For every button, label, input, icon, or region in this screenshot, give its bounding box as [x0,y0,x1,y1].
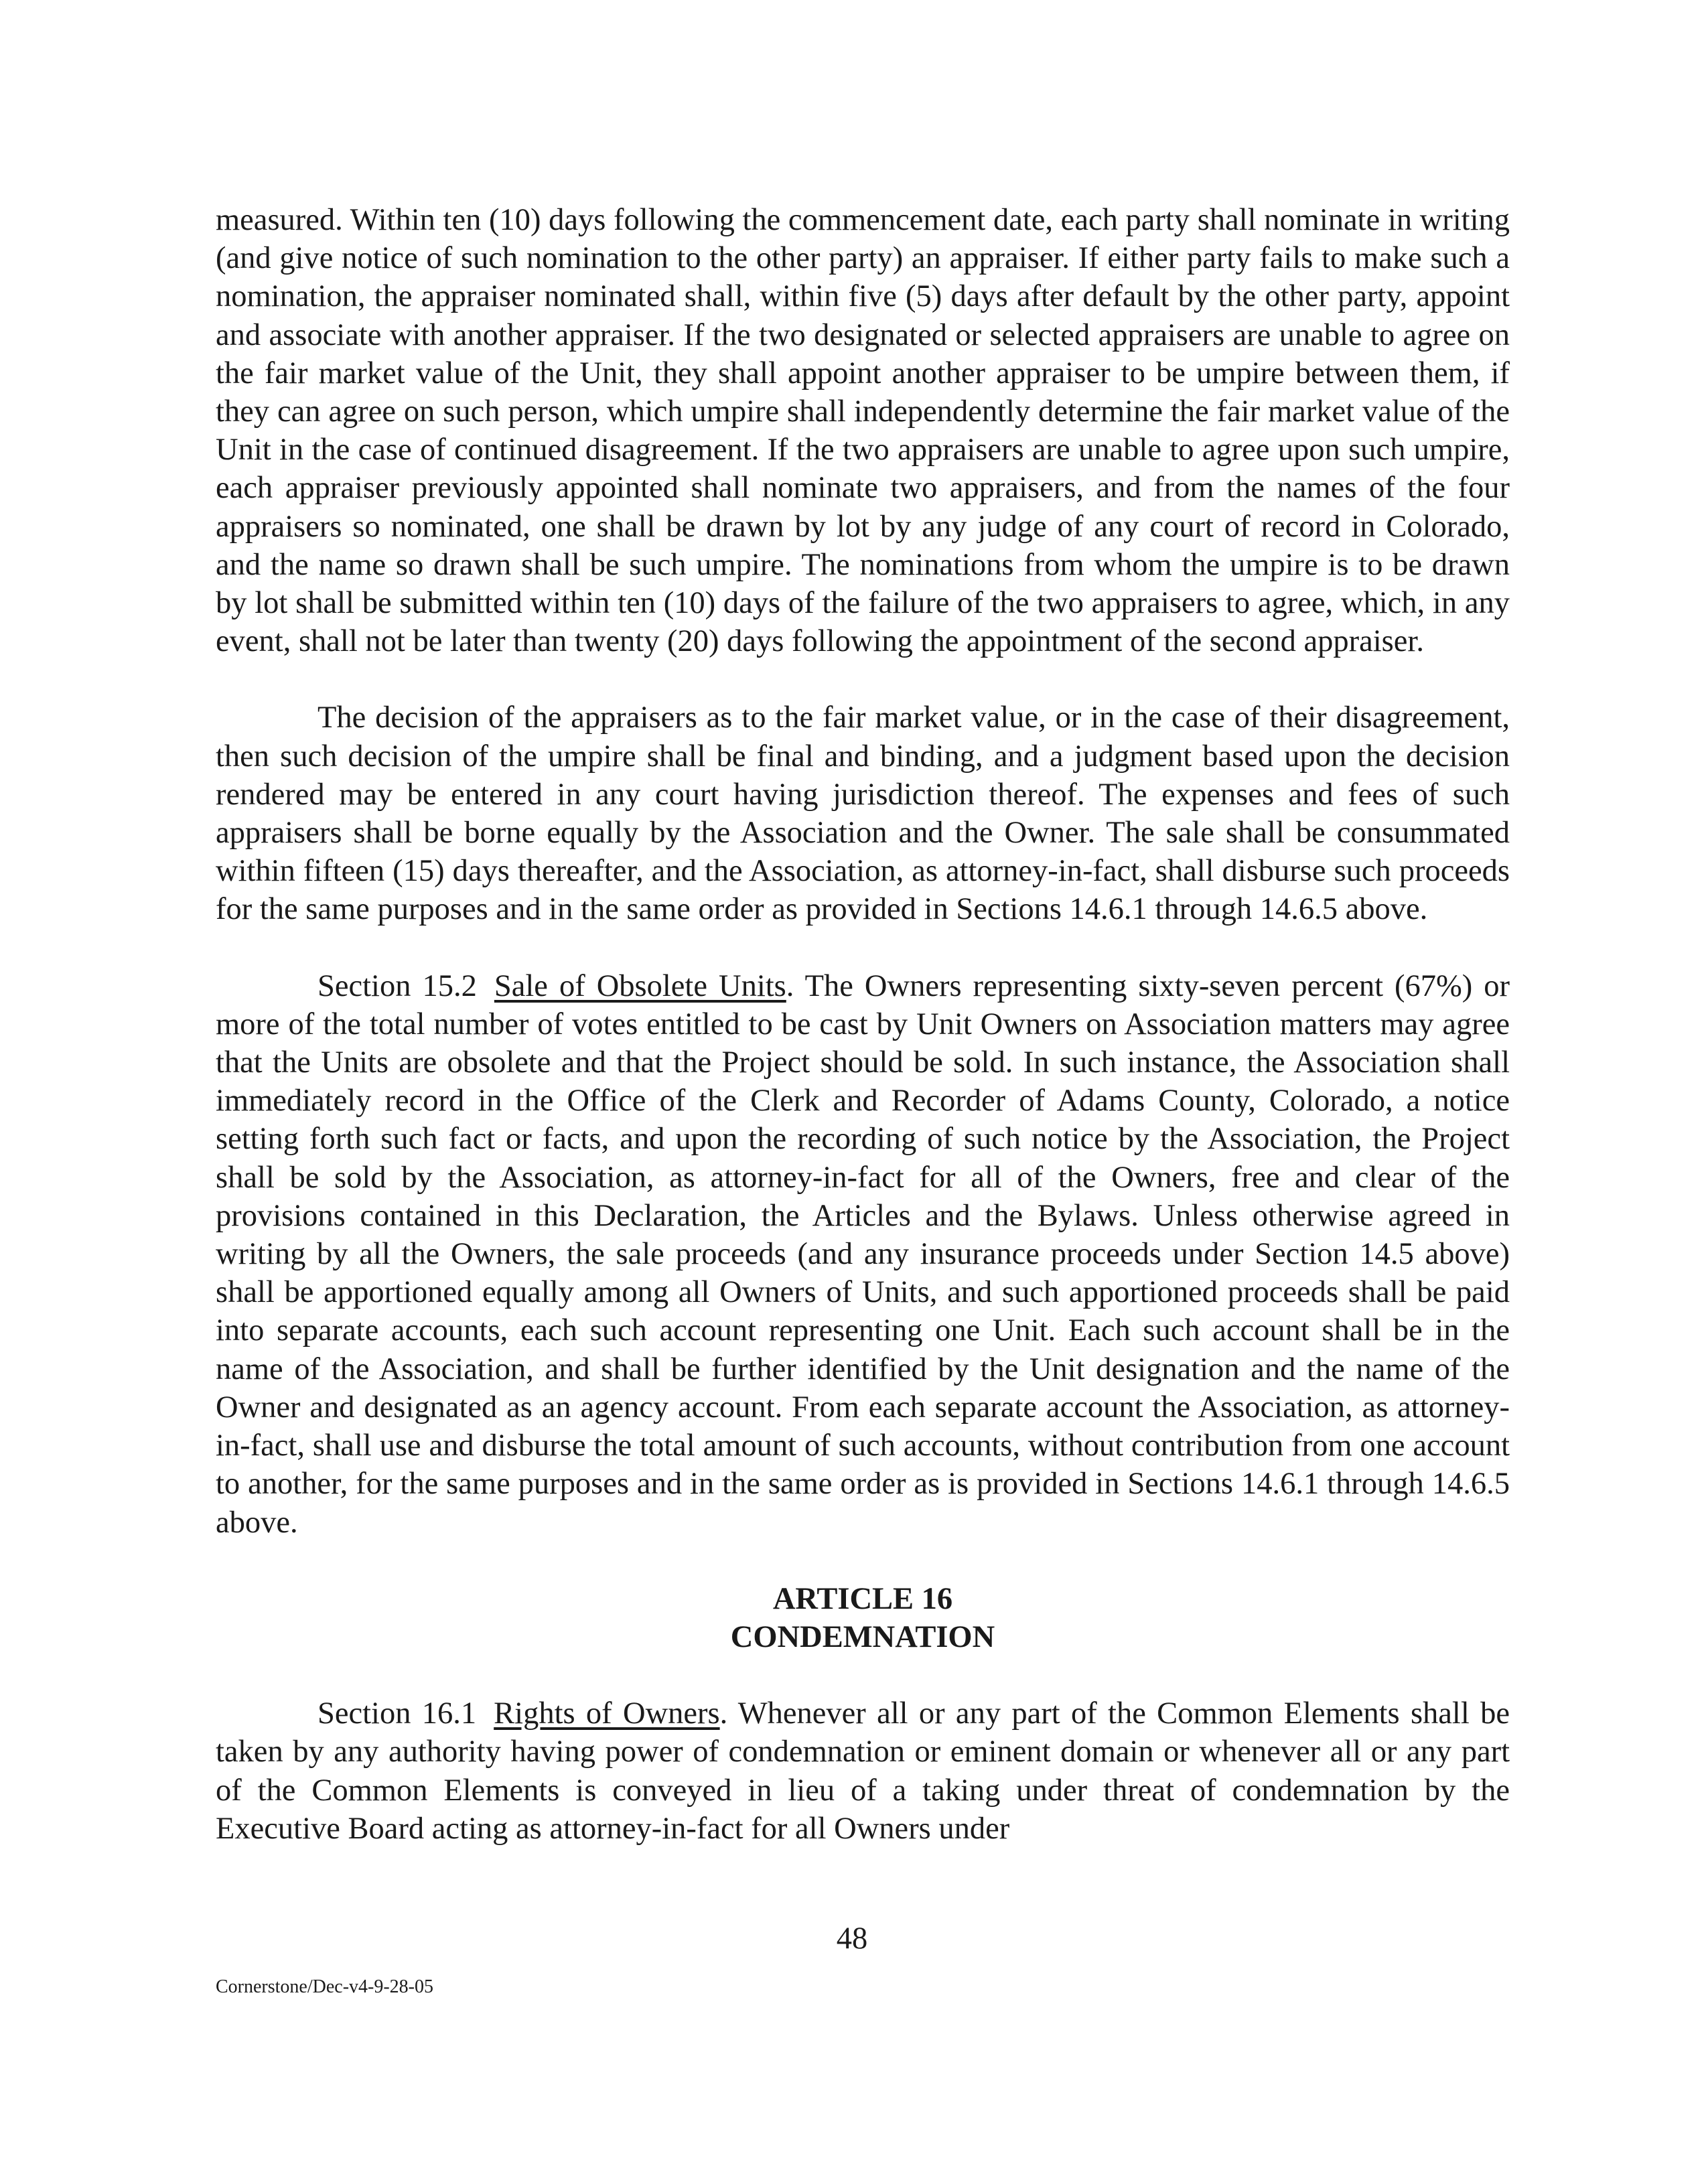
section-15-2-title-period: . [786,968,794,1003]
section-15-2-paragraph [216,967,1510,1542]
paragraph-appraiser-decision: The decision of the appraisers as to the fair market value, or in the case of their disagreement, then such decision of the umpire shall be final and binding, and a judgment based upon the decision rendered may be entered in any court having jurisdiction thereof. The expenses and fees of such appraisers shall be borne equally by the Association and the Owner. The sale shall be consummated within fifteen (15) days thereafter, and the Association, as attorney-in-fact, shall disburse such proceeds for the same purposes and in the same order as provided in Sections 14.6.1 through 14.6.5 above. [216,701,1510,927]
section-16-1-title: Rights of Owners [494,1696,720,1731]
document-page [216,201,1510,1848]
section-16-1-number: Section 16.1 [317,1696,477,1731]
document-footer-id: Cornerstone/Dec-v4-9-28-05 [216,1976,434,1997]
section-15-2-title: Sale of Obsolete Units [494,968,786,1003]
section-16-1-body: Whenever all or any part of the Common Elements shall be taken by any authority having power of condemnation or eminent domain or whenever all or any part of the Common Elements is conveyed in lieu of a taking under threat of condemnation by the Executive Board acting as attorney-in-fact for all Owners under [216,1696,1510,1846]
article-16-number: ARTICLE 16 [772,1581,953,1616]
section-16-1-title-period: . [719,1696,728,1731]
section-15-2-body: The Owners representing sixty-seven percent (67%) or more of the total number of votes entitled to be cast by Unit Owners on Association matters may agree that the Units are obsolete and that the Project should be sold. In such instance, the Association shall immediately record in the Office of the Clerk and Recorder of Adams County, Colorado, a notice setting forth such fact or facts, and upon the recording of such notice by the Association, the Project shall be sold by the Association, as attorney-in-fact for all of the Owners, free and clear of the provisions contained in this Declaration, the Articles and the Bylaws. Unless otherwise agreed in writing by all the Owners, the sale proceeds (and any insurance proceeds under Section 14.5 above) shall be apportioned equally among all Owners of Units, and such apportioned proceeds shall be paid into separate accounts, each such account representing one Unit. Each such account shall be in the name of the Association, and shall be further identified by the Unit designation and the name of the Owner and designated as an agency account. From each separate account the Association, as attorney-in-fact, shall use and disburse the total amount of such accounts, without contribution from one account to another, for the same purposes and in the same order as is provided in Sections 14.6.1 through 14.6.5 above. [216,968,1510,1540]
paragraph-appraiser-nomination: measured. Within ten (10) days following the commencement date, each party shall nominate in writing (and give notice of such nomination to the other party) an appraiser. If either party fails to make such a nomination, the appraiser nominated shall, within five (5) days after default by the other party, appoint and associate with another appraiser. If the two designated or selected appraisers are unable to agree on the fair market value of the Unit, they shall appoint another appraiser to be umpire between them, if they can agree on such person, which umpire shall independently determine the fair market value of the Unit in the case of continued disagreement. If the two appraisers are unable to agree upon such umpire, each appraiser previously appointed shall nominate two appraisers, and from the names of the four appraisers so nominated, one shall be drawn by lot by any judge of any court of record in Colorado, and the name so drawn shall be such umpire. The nominations from whom the umpire is to be drawn by lot shall be submitted within ten (10) days of the failure of the two appraisers to agree, which, in any event, shall not be later than twenty (20) days following the appointment of the second appraiser. [216,203,1510,659]
section-15-2-number: Section 15.2 [317,968,477,1003]
article-16-title: CONDEMNATION [730,1619,995,1654]
section-16-1-paragraph [216,1694,1510,1848]
page-number: 48 [836,1921,868,1956]
